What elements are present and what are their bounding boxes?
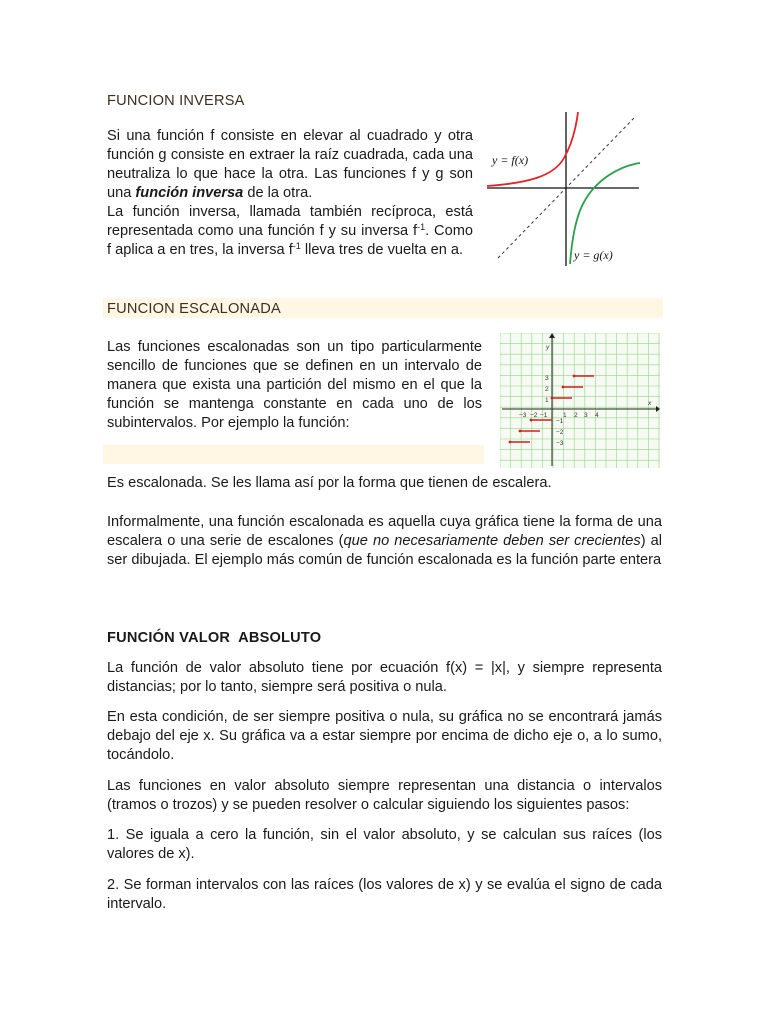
x-tick: 1 [563, 412, 567, 419]
escalonada-paragraph-3: Informalmente, una función escalonada es aquella cuya gráfica tiene la forma de una escalera o una serie de escalones (que no necesariamente deben ser crecientes) al ser dibujada. El ejemplo más común de función escalonada es la función parte entera [107, 514, 662, 568]
section-title-absoluto: FUNCIÓN VALOR ABSOLUTO [107, 630, 322, 646]
inversa-paragraph [107, 127, 473, 260]
absoluto-paragraph-2: En esta condición, de ser siempre positiva o nula, su gráfica no se encontrará jamás debajo del eje x. Su gráfica va a estar siempre por encima de dicho eje o, a lo sumo, tocándolo. [107, 709, 662, 763]
label-g: y = g(x) [574, 248, 613, 262]
escalonada-paragraph-2: Es escalonada. Se les llama así por la forma que tienen de escalera. [107, 475, 552, 491]
section-title-escalonada: FUNCION ESCALONADA [107, 301, 281, 317]
x-tick: 2 [574, 412, 578, 419]
inversa-text-1: Si una función f consiste en elevar al cuadrado y otra función g consiste en extraer la raíz cuadrada, cada una neutraliza lo que hace la otra. Las funciones f y g son una función inversa de la otra. [107, 128, 473, 201]
italic-note: que no necesariamente deben ser crecientes [343, 533, 641, 549]
y-tick: 1 [545, 397, 549, 404]
escalonada-paragraph-1: Las funciones escalonadas son un tipo particularmente sencillo de funciones que se definen en un intervalo de manera que exista una partición del mismo en el que la función se mantenga constante en cada uno de los subintervalos. Por ejemplo la función: [107, 339, 482, 431]
x-tick: 4 [595, 412, 599, 419]
inversa-text-2: La función inversa, llamada también recíproca, está representada como una función f y su inversa $f^{-1}$. Como f aplica a en tres, la inversa $f^{-1}$ lleva tres de vuelta en a. [107, 204, 473, 258]
inverse-function-graph [484, 108, 644, 268]
curve-f [487, 112, 578, 186]
absoluto-step-1: 1. Se iguala a cero la función, sin el valor absoluto, y se calculan sus raíces (los valores de x). [107, 827, 662, 862]
inversa-bold-term: función inversa [135, 185, 244, 201]
y-tick: −3 [556, 440, 564, 447]
absoluto-paragraph-1: La función de valor absoluto tiene por ecuación f(x) = |x|, y siempre representa distancias; por lo tanto, siempre será positiva o nula. [107, 660, 662, 695]
y-tick: 3 [545, 375, 549, 382]
x-tick: −2 [530, 412, 538, 419]
formula-placeholder-band [103, 445, 484, 464]
y-tick: −2 [556, 429, 564, 436]
x-tick: 3 [584, 412, 588, 419]
x-axis-label: x [648, 400, 652, 407]
section-title-inversa: FUNCION INVERSA [107, 93, 245, 109]
y-tick: 2 [545, 386, 549, 393]
absoluto-step-2: 2. Se forman intervalos con las raíces (los valores de x) y se evalúa el signo de cada intervalo. [107, 877, 662, 912]
label-f: y = f(x) [492, 153, 529, 167]
y-axis-label: y [546, 344, 550, 351]
x-tick: −3 [519, 412, 527, 419]
absoluto-paragraph-3: Las funciones en valor absoluto siempre representan una distancia o intervalos (tramos o trozos) y se pueden resolver o calcular siguiendo los siguientes pasos: [107, 778, 662, 813]
y-tick: −1 [556, 418, 564, 425]
step-function-graph [500, 333, 660, 468]
x-tick: −1 [540, 412, 548, 419]
